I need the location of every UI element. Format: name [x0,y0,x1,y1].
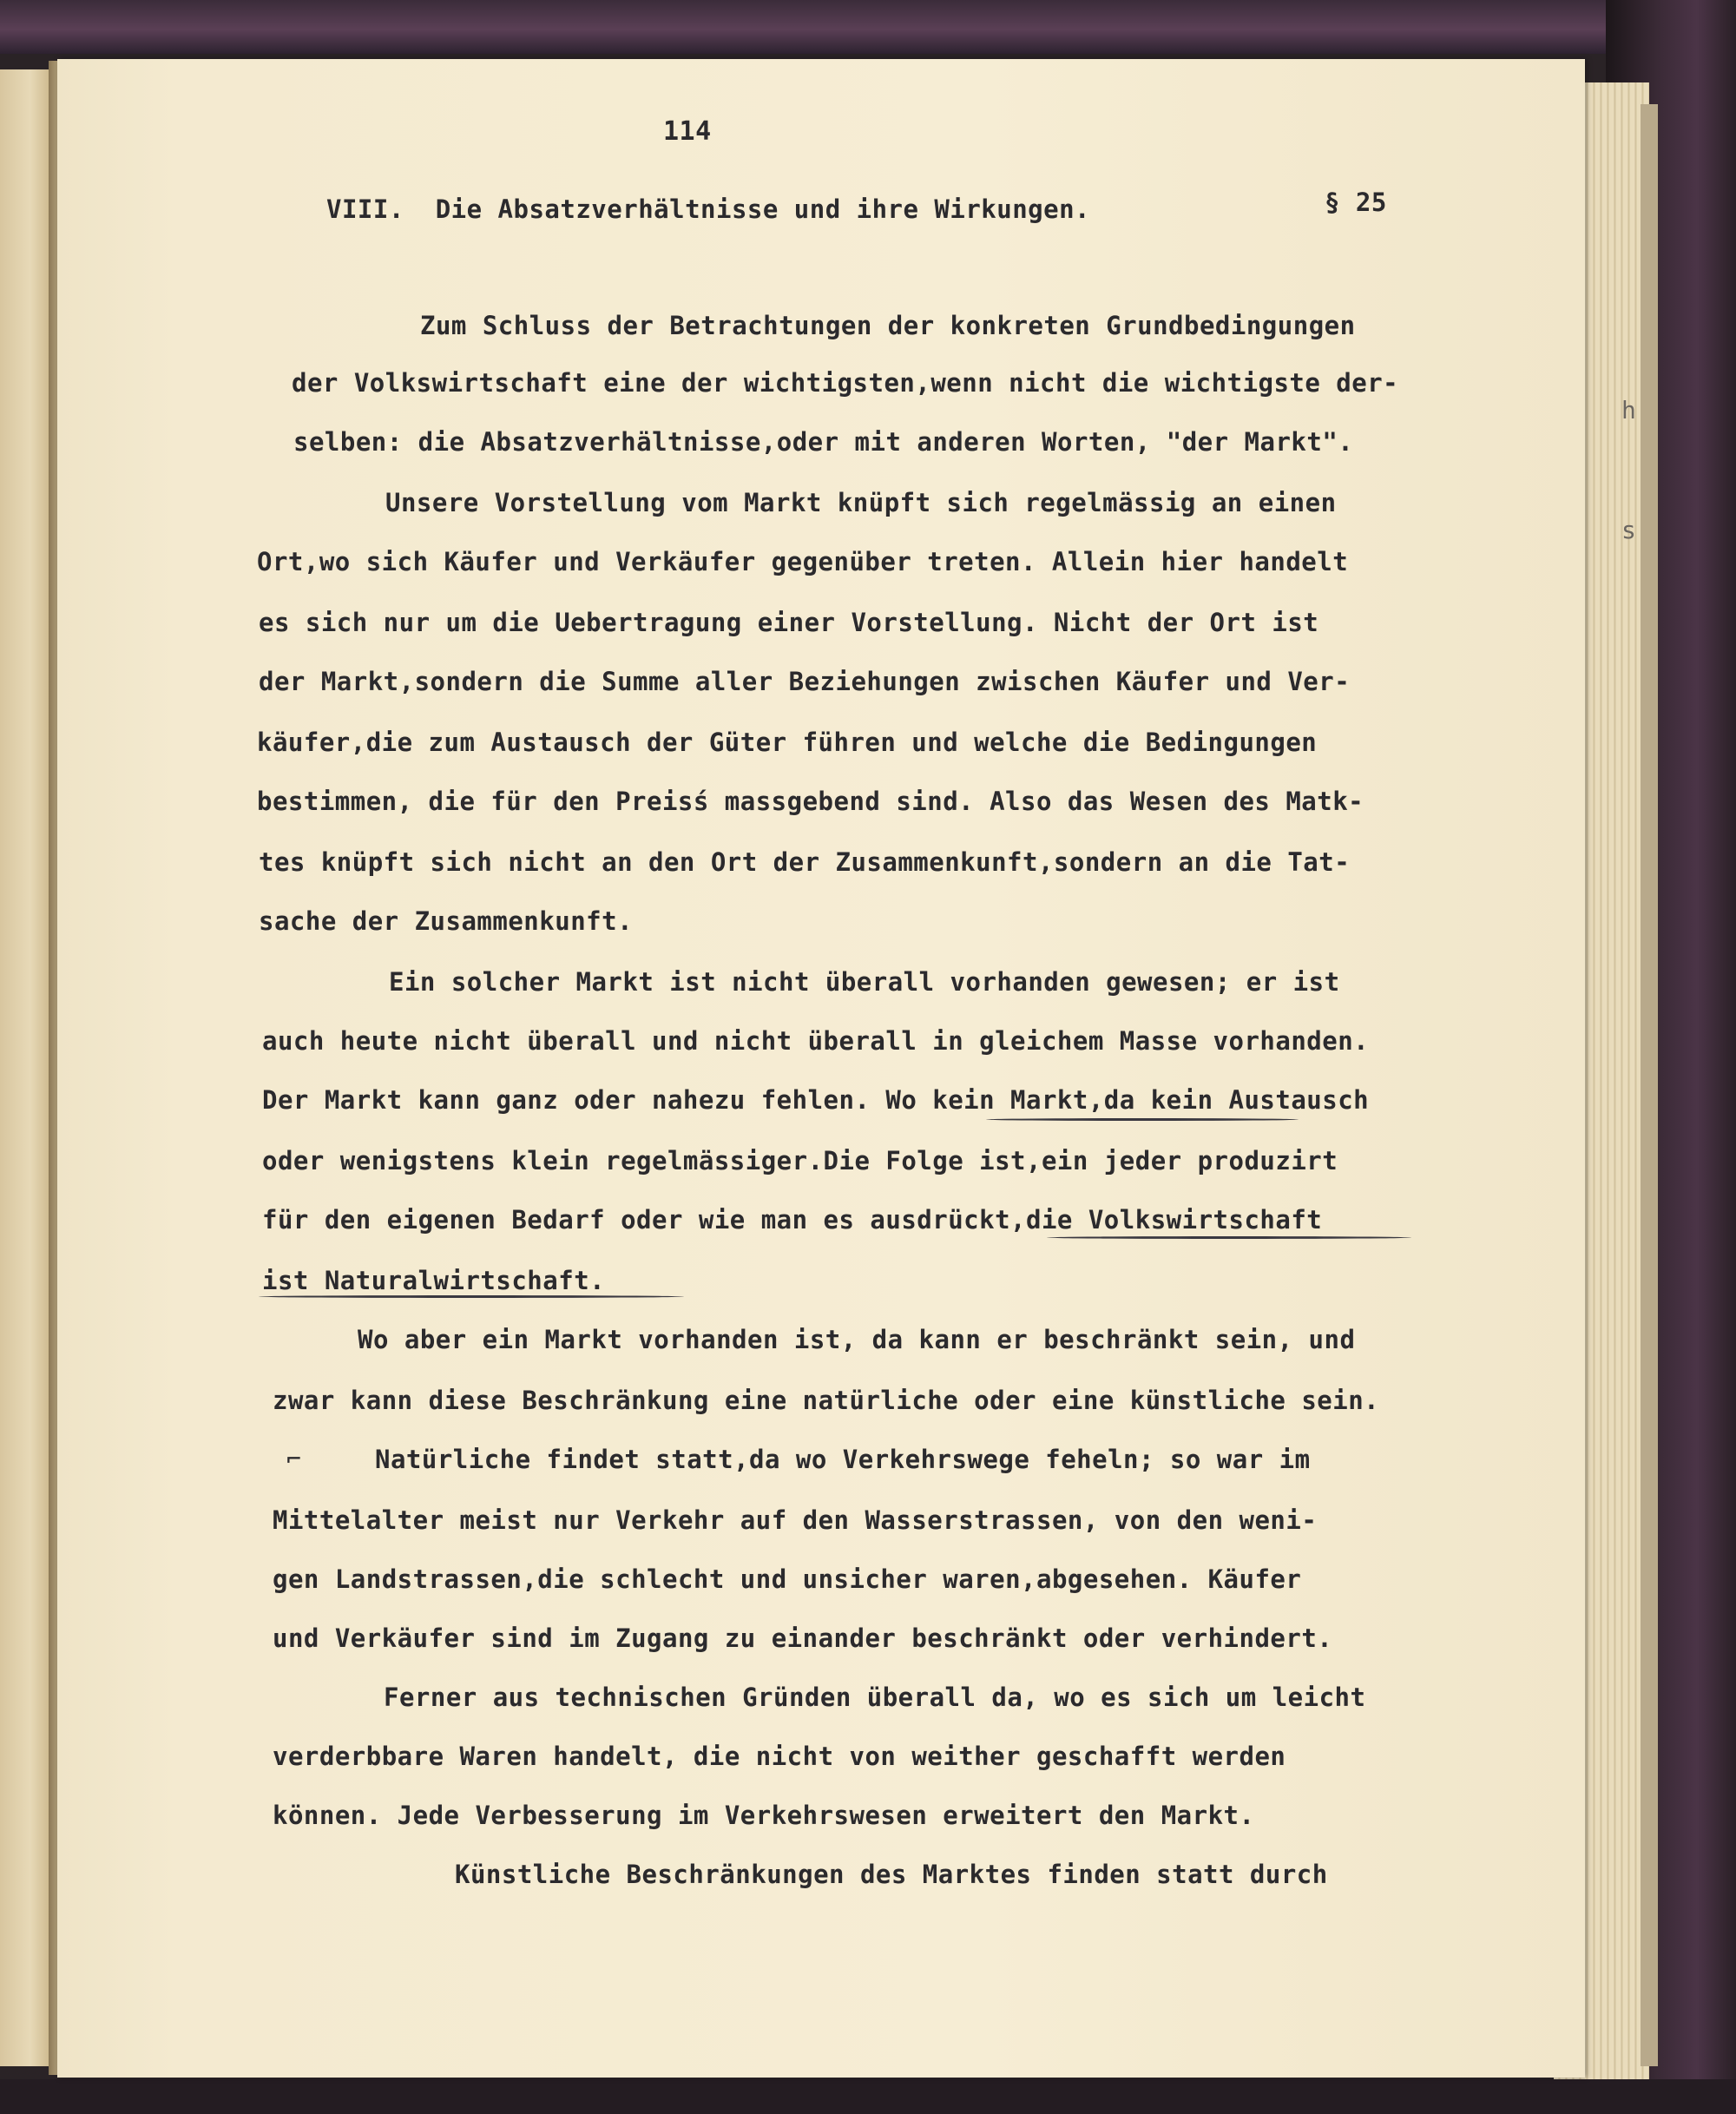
text-line: der Volkswirtschaft eine der wichtigsten,wenn nicht die wichtigste der- [292,368,1399,398]
underline-volkswirtschaft [1047,1236,1411,1239]
text-line: Künstliche Beschränkungen des Marktes finden statt durch [455,1860,1328,1889]
text-line: für den eigenen Bedarf oder wie man es ausdrückt,die Volkswirtschaft [262,1205,1323,1235]
text-line: können. Jede Verbesserung im Verkehrswesen erweitert den Markt. [273,1801,1255,1830]
chapter-header: VIII. Die Absatzverhältnisse und ihre Wirkungen. [326,194,1091,224]
text-line: Ferner aus technischen Gründen überall da, wo es sich um leicht [384,1683,1366,1712]
text-line: Ein solcher Markt ist nicht überall vorhanden gewesen; er ist [389,967,1340,997]
text-line: verderbbare Waren handelt, die nicht von weither geschafft werden [273,1742,1286,1771]
margin-pencil-mark: ⌐ [286,1445,301,1473]
page-stack-shadow [1641,104,1658,2066]
facing-page-edge [0,69,50,2066]
text-line: Der Markt kann ganz oder nahezu fehlen. Wo kein Markt,da kein Austausch [262,1085,1370,1115]
text-line: käufer,die zum Austausch der Güter führen und welche die Bedingungen [257,728,1318,757]
text-line: oder wenigstens klein regelmässiger.Die Folge ist,ein jeder produzirt [262,1146,1338,1176]
text-line: Unsere Vorstellung vom Markt knüpft sich regelmässig an einen [385,488,1337,517]
book-cover-top [0,0,1675,54]
text-line: auch heute nicht überall und nicht überall in gleichem Masse vorhanden. [262,1026,1370,1056]
underline-naturalwirtschaft [259,1295,684,1298]
text-line: Wo aber ein Markt vorhanden ist, da kann er beschränkt sein, und [358,1325,1356,1354]
text-line: bestimmen, die für den Preisś massgebend sind. Also das Wesen des Matk- [257,787,1364,816]
text-line: sache der Zusammenkunft. [259,906,634,936]
text-line: Mittelalter meist nur Verkehr auf den Wasserstrassen, von den weni- [273,1505,1318,1535]
text-line: tes knüpft sich nicht an den Ort der Zusammenkunft,sondern an die Tat- [259,847,1351,877]
text-line: es sich nur um die Uebertragung einer Vorstellung. Nicht der Ort ist [259,608,1319,637]
text-line: ist Naturalwirtschaft. [262,1266,606,1295]
text-line: der Markt,sondern die Summe aller Beziehungen zwischen Käufer und Ver- [259,667,1351,696]
edge-letter: s [1621,516,1636,544]
underline-wo-kein-markt [986,1118,1299,1121]
text-line: und Verkäufer sind im Zugang zu einander beschränkt oder verhindert. [273,1623,1333,1653]
text-line: selben: die Absatzverhältnisse,oder mit anderen Worten, "der Markt". [293,427,1354,457]
text-line: zwar kann diese Beschränkung eine natürliche oder eine künstliche sein. [273,1386,1380,1415]
document-page [57,59,1585,2078]
section-number: § 25 [1325,188,1387,217]
text-line: gen Landstrassen,die schlecht und unsicher waren,abgesehen. Käufer [273,1564,1302,1594]
text-line: Ort,wo sich Käufer und Verkäufer gegenüber treten. Allein hier handelt [257,547,1349,576]
text-line: Zum Schluss der Betrachtungen der konkreten Grundbedingungen [420,311,1356,340]
page-number: 114 [663,116,712,147]
text-line: Natürliche findet statt,da wo Verkehrswege feheln; so war im [375,1445,1311,1474]
book-cover-bottom [0,2079,1736,2114]
edge-letter: h [1621,396,1636,425]
